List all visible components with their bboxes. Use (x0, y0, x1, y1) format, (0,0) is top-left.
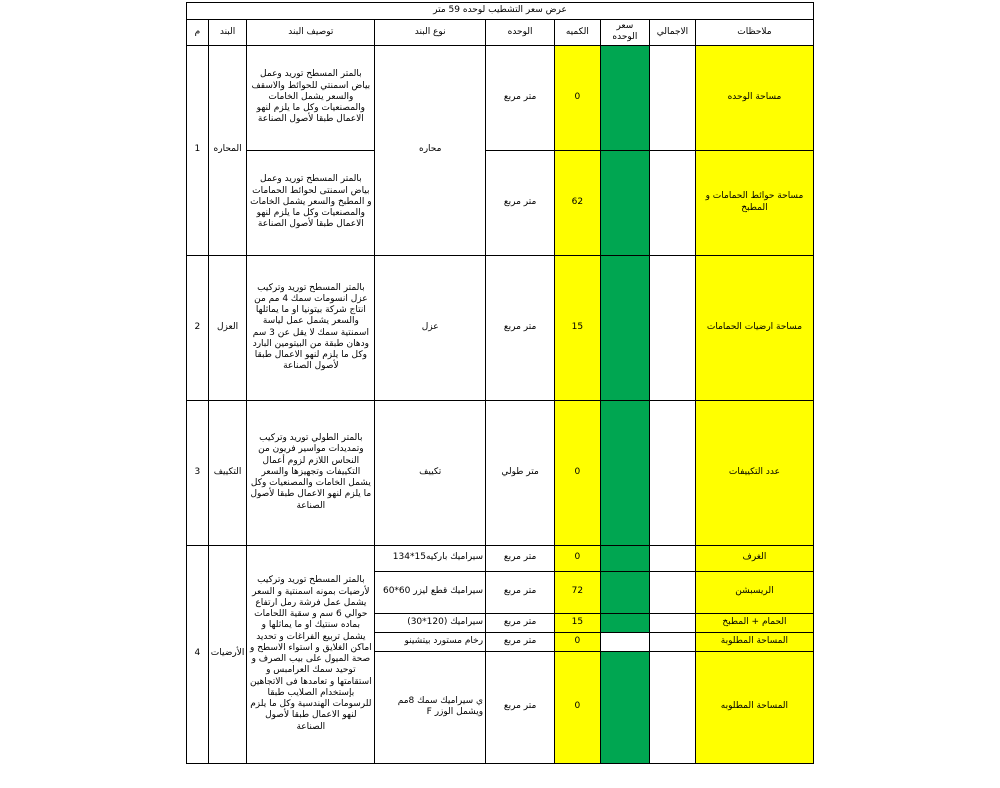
table-row (187, 150, 814, 255)
cell-quantity: 62 (555, 150, 601, 255)
cell-unit-price (600, 571, 650, 613)
col-header-item-type: نوع البند (375, 20, 486, 46)
col-header-notes: ملاحظات (695, 20, 813, 46)
cell-notes: المساحة المطلوبة (695, 632, 813, 651)
col-header-total: الاجمالي (650, 20, 696, 46)
cell-item-description: بالمتر المسطح توريد وعمل بياض اسمنتي للحوائط والاسقف والسعر يشمل الخامات والمصنعيات وكل ما يلزم لنهو الاعمال طبقا لأصول الصناعة (247, 45, 375, 150)
cell-unit: متر مربع (486, 255, 555, 400)
cell-quantity: 15 (555, 255, 601, 400)
cell-notes: الحمام + المطبخ (695, 613, 813, 632)
cell-item-description: بالمتر المسطح توريد وتركيب لأرضيات بمونه اسمنتية و السعر يشمل عمل فرشة رمل ارتفاع حوالي 6 سم و سقية اللحامات بماده سنتيك او ما يماثلها و يشمل تربيع الفراغات و تحديد اماكن الغلايق و استواء الاسطح و صحة الميول على بيب الصرف و توحيد سمك العرامبس و استقامتها و تعامدها فى الاتجاهين بإستخدام الصلايب طبقا للرسومات الهندسية وكل ما يلزم لنهو الاعمال طبقا لأصول الصناعة (247, 545, 375, 763)
cell-unit-price (600, 255, 650, 400)
cell-unit: متر مربع (486, 150, 555, 255)
cell-quantity: 15 (555, 613, 601, 632)
cell-unit: متر طولي (486, 400, 555, 545)
cell-item: الأرضيات (208, 545, 247, 763)
cell-item-type: عزل (375, 255, 486, 400)
cell-quantity: 0 (555, 651, 601, 763)
cell-notes: المساحة المطلوبه (695, 651, 813, 763)
table-row (187, 545, 814, 571)
cell-no: 3 (187, 400, 209, 545)
cell-notes: عدد التكييفات (695, 400, 813, 545)
cell-total (650, 651, 696, 763)
cell-unit-price (600, 613, 650, 632)
table-row (187, 255, 814, 400)
cell-item: العزل (208, 255, 247, 400)
cell-notes: الريسبشن (695, 571, 813, 613)
cell-item-type: رخام مستورد بيتشينو (375, 632, 486, 651)
table-row (187, 45, 814, 150)
cell-total (650, 45, 696, 150)
cell-no: 2 (187, 255, 209, 400)
cell-total (650, 571, 696, 613)
cell-notes: مساحة ارضيات الحمامات (695, 255, 813, 400)
cell-total (650, 613, 696, 632)
cell-total (650, 400, 696, 545)
cell-item-type: تكييف (375, 400, 486, 545)
cell-notes: مساحة الوحده (695, 45, 813, 150)
cell-unit-price (600, 45, 650, 150)
cell-unit-price (600, 651, 650, 763)
table-header-row (187, 20, 814, 46)
cell-quantity: 72 (555, 571, 601, 613)
cell-item-type: سيراميك (120*30) (375, 613, 486, 632)
cell-unit: متر مربع (486, 632, 555, 651)
cell-quantity: 0 (555, 400, 601, 545)
col-header-no: م (187, 20, 209, 46)
cell-quantity: 0 (555, 632, 601, 651)
cell-total (650, 255, 696, 400)
quotation-sheet (186, 2, 814, 764)
cell-item-type: محاره (375, 45, 486, 255)
cell-item-type: سيراميك باركيه15*134 (375, 545, 486, 571)
cell-notes: الغرف (695, 545, 813, 571)
col-header-unit-price: سعر الوحده (600, 20, 650, 46)
cell-unit: متر مربع (486, 571, 555, 613)
cell-quantity: 0 (555, 545, 601, 571)
col-header-item-description: توصيف البند (247, 20, 375, 46)
cell-item-type: سيراميك قطع ليزر 60*60 (375, 571, 486, 613)
cell-unit: متر مربع (486, 651, 555, 763)
cell-unit-price (600, 150, 650, 255)
cell-item: المحاره (208, 45, 247, 255)
cell-item: التكييف (208, 400, 247, 545)
cell-item-description: بالمتر الطولي توريد وتركيب وتمديدات مواسير فريون من النحاس اللازم لزوم أعمال التكييفات وتجهيزها والسعر يشمل الخامات والمصنعيات وكل ما يلزم لنهو الاعمال طبقا لأصول الصناعة (247, 400, 375, 545)
cell-unit: متر مربع (486, 613, 555, 632)
cell-notes: مساحة حوائط الحمامات و المطبخ (695, 150, 813, 255)
col-header-quantity: الكميه (555, 20, 601, 46)
table-row (187, 400, 814, 545)
cell-unit-price (600, 545, 650, 571)
cell-item-description: بالمتر المسطح توريد وتركيب عزل انسومات سمك 4 مم من انتاج شركة بيتونيا او ما يماثلها والسعر يشمل عمل لياسة اسمنتية سمك لا يقل عن 3 سم ودهان طبقة من البيتومين البارد وكل ما يلزم لنهو الاعمال طبقا لأصول الصناعة (247, 255, 375, 400)
quotation-table (186, 2, 814, 764)
cell-unit-price (600, 632, 650, 651)
cell-item-type: ي سيراميك سمك 8مم ويشمل الوزر F (375, 651, 486, 763)
cell-quantity: 0 (555, 45, 601, 150)
cell-unit: متر مربع (486, 45, 555, 150)
cell-total (650, 150, 696, 255)
cell-no: 1 (187, 45, 209, 255)
cell-item-description: بالمتر المسطح توريد وعمل بياض اسمنتى لحوائط الحمامات و المطبخ والسعر يشمل الخامات والمصنعيات وكل ما يلزم لنهو الاعمال طبقا لأصول الصناعة (247, 150, 375, 255)
col-header-unit: الوحده (486, 20, 555, 46)
cell-total (650, 545, 696, 571)
cell-total (650, 632, 696, 651)
cell-no: 4 (187, 545, 209, 763)
cell-unit: متر مربع (486, 545, 555, 571)
document-title: عرض سعر التشطيب لوحده 59 متر (187, 3, 814, 20)
cell-unit-price (600, 400, 650, 545)
table-title-row (187, 3, 814, 20)
col-header-item: البند (208, 20, 247, 46)
